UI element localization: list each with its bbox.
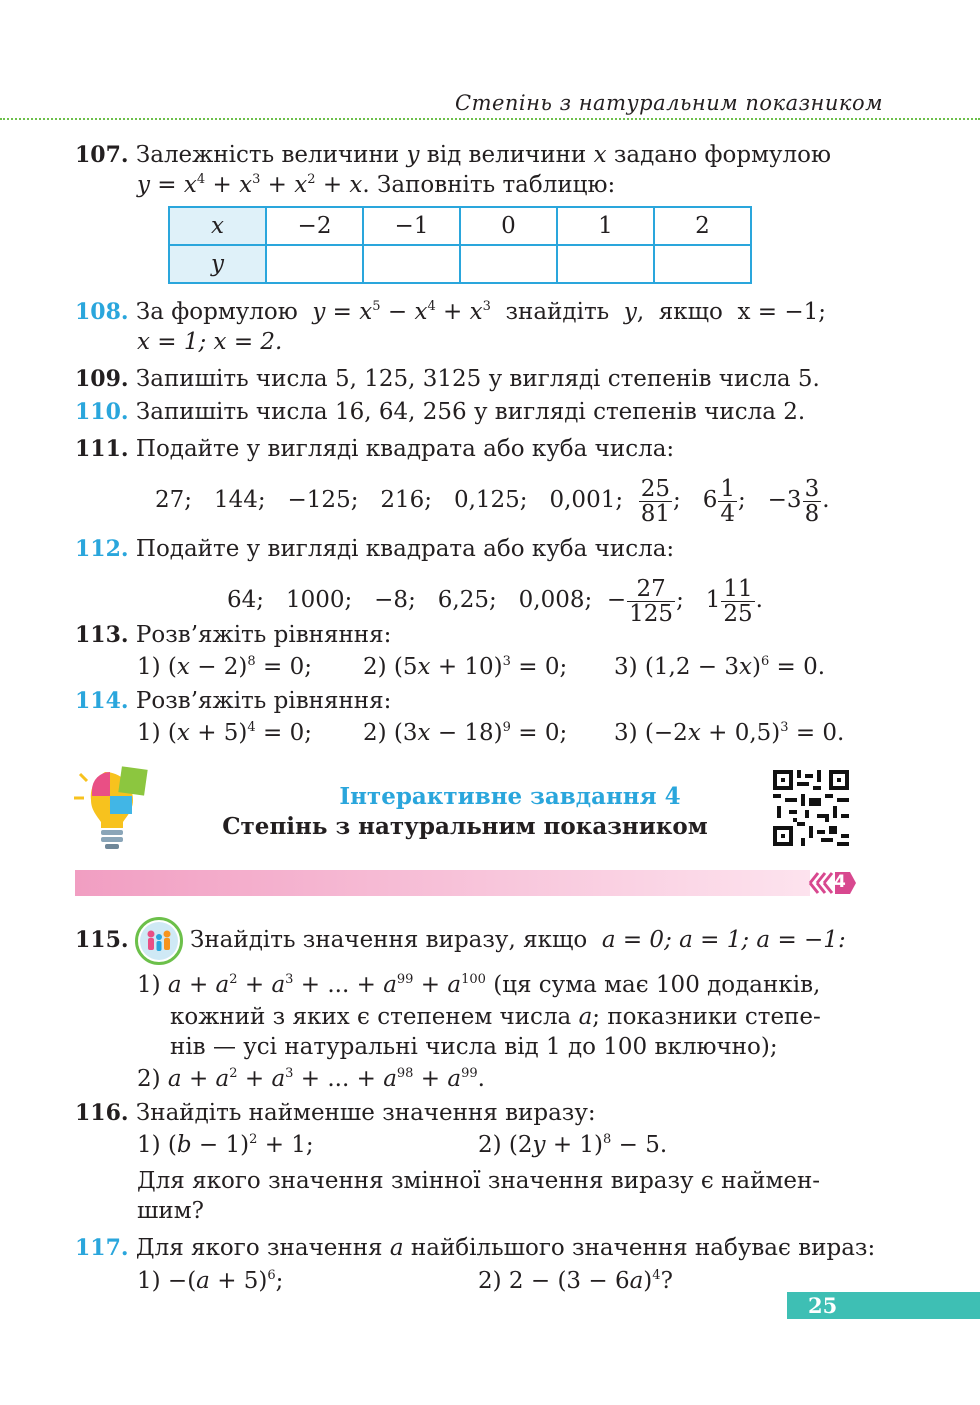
table-cell — [460, 245, 557, 283]
group-work-icon — [135, 917, 183, 965]
problem-number: 108. — [75, 299, 129, 325]
table-cell — [363, 245, 460, 283]
problem-108-line2: x = 1; x = 2. — [137, 329, 283, 355]
problem-number: 111. — [75, 436, 129, 462]
band-number: 4 — [834, 872, 846, 892]
interactive-subtitle: Степінь з натуральним показником — [222, 813, 708, 840]
problem-116-expr1: 1) $(b - 1)^2 + 1$; — [137, 1132, 314, 1158]
problem-115-item1: 1) $a + a^2 + a^3$ + ... + $a^{99} + a^{100}$ (ця сума має 100 доданків, — [137, 972, 821, 998]
page-number: 25 — [808, 1293, 838, 1318]
problem-117: 117. Для якого значення a найбільшого значення набуває вираз: — [75, 1235, 876, 1261]
problem-108: 108. За формулою $y = x^5 - x^4 + x^3$ знайдіть y, якщо x = −1; — [75, 299, 827, 325]
interactive-title[interactable]: Інтерактивне завдання 4 — [339, 783, 681, 810]
table-cell: 0 — [460, 207, 557, 245]
table-cell — [266, 245, 363, 283]
problem-112-numbers: 64; 1000; −8; 6,25; 0,008; − $\frac{27}{125}$ ; 1 $\frac{11}{25}$ . — [227, 575, 763, 627]
problem-115 — [75, 925, 129, 955]
problem-116: 116. Знайдіть найменше значення виразу: — [75, 1100, 596, 1126]
table-cell: 1 — [557, 207, 654, 245]
chevrons-icon — [808, 870, 858, 896]
problem-111: 111. Подайте у вигляді квадрата або куба числа: — [75, 436, 675, 462]
problem-117-expr1: $1) -(a + 5)^6$; — [137, 1268, 284, 1294]
values-table — [168, 206, 752, 284]
problem-number: 107. — [75, 142, 129, 168]
problem-114-eq3: 3) $(-2x + 0,5)^3 = 0$. — [614, 720, 845, 746]
problem-116-question-line2: шим? — [137, 1198, 204, 1224]
problem-number: 109. — [75, 366, 129, 392]
table-cell: −2 — [266, 207, 363, 245]
lightbulb-puzzle-icon — [70, 760, 165, 855]
table-cell: −1 — [363, 207, 460, 245]
table-cell — [557, 245, 654, 283]
problem-109: 109. Запишіть числа 5, 125, 3125 у вигляді степенів числа 5. — [75, 366, 820, 392]
section-band — [75, 870, 810, 896]
problem-114-eq1: 1) $(x + 5)^4 = 0$; — [137, 720, 312, 746]
problem-113-eq3: 3) $(1,2 - 3x)^6 = 0$. — [614, 654, 826, 680]
problem-110: 110. Запишіть числа 16, 64, 256 у вигляді степенів числа 2. — [75, 399, 806, 425]
problem-114-eq2: 2) $(3x - 18)^9 = 0$; — [363, 720, 568, 746]
table-cell: x — [169, 207, 266, 245]
problem-number: 114. — [75, 688, 129, 714]
problem-113-eq1: 1) $(x - 2)^8 = 0$; — [137, 654, 312, 680]
problem-number: 113. — [75, 622, 129, 648]
problem-116-expr2: 2) $(2y + 1)^8 - 5$. — [478, 1132, 668, 1158]
table-row — [169, 245, 751, 283]
problem-115-item2: 2) $a + a^2 + a^3$ + ... + $a^{98} + a^{99}$. — [137, 1066, 485, 1092]
table-cell: 2 — [654, 207, 751, 245]
problem-107: 107. Залежність величини y від величини x задано формулою — [75, 142, 831, 168]
problem-115-item1-line2: кожний з яких є степенем числа a; показники степе- — [170, 1004, 821, 1030]
table-cell: y — [169, 245, 266, 283]
problem-114: 114. Розв’яжіть рівняння: — [75, 688, 392, 714]
running-header: Степінь з натуральним показником — [455, 91, 884, 115]
problem-number: 110. — [75, 399, 129, 425]
qr-code[interactable] — [773, 770, 849, 846]
problem-115-item1-line3: нів — усі натуральні числа від 1 до 100 включно); — [170, 1034, 778, 1060]
table-cell — [654, 245, 751, 283]
problem-number: 115. — [75, 927, 129, 953]
problem-116-question: Для якого значення змінної значення виразу є наймен- — [137, 1168, 821, 1194]
problem-112: 112. Подайте у вигляді квадрата або куба числа: — [75, 536, 675, 562]
problem-113: 113. Розв’яжіть рівняння: — [75, 622, 392, 648]
problem-117-expr2: 2) $2 - (3 - 6a)^4$? — [478, 1268, 673, 1294]
problem-107-formula: $y = x^4 + x^3 + x^2 + x$. Заповніть таблицю: — [137, 172, 616, 198]
problem-115-text: Знайдіть значення виразу, якщо a = 0; a = 1; a = −1: — [190, 927, 846, 953]
problem-number: 117. — [75, 1235, 129, 1261]
problem-number: 112. — [75, 536, 129, 562]
problem-number: 116. — [75, 1100, 129, 1126]
problem-113-eq2: 2) $(5x + 10)^3 = 0$; — [363, 654, 568, 680]
table-row — [169, 207, 751, 245]
problem-111-numbers: 27; 144; −125; 216; 0,125; 0,001; $\frac{25}{81}$ ; 6 $\frac{1}{4}$ ; −3 $\frac{3}{8}$ . — [155, 475, 830, 527]
header-dotted-rule — [0, 118, 980, 120]
